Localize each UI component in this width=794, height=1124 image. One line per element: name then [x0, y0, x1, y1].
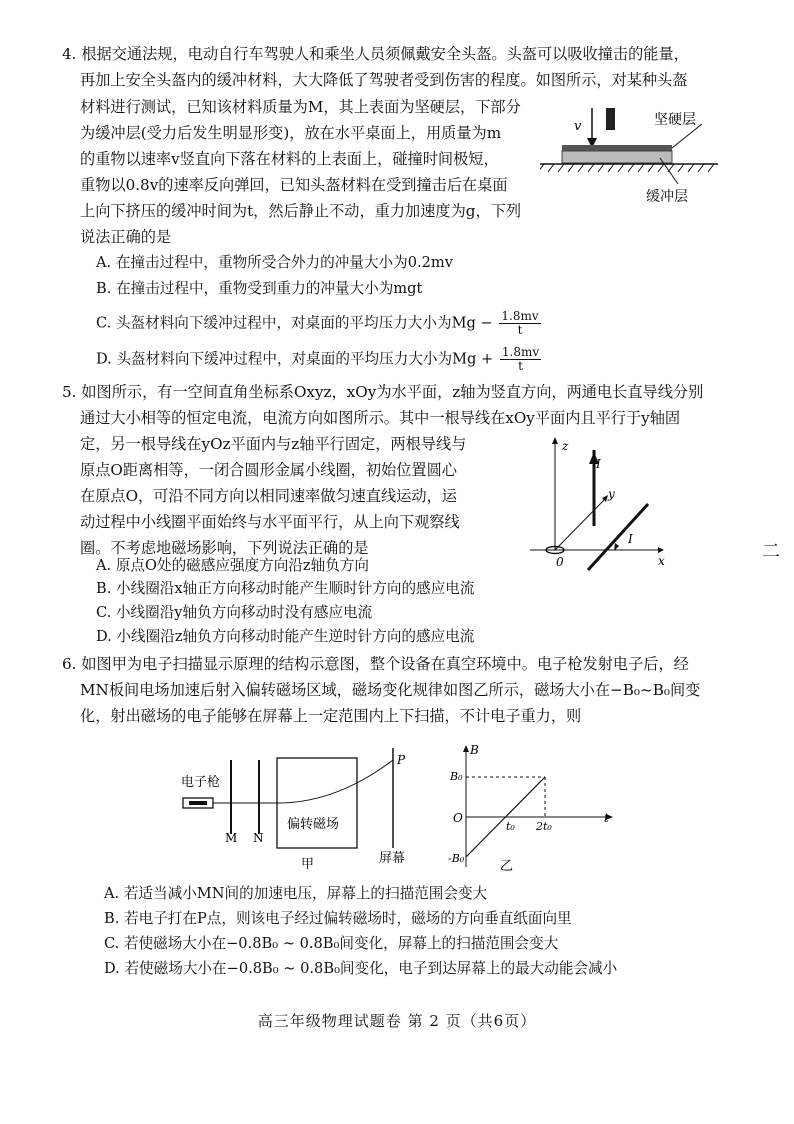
q5-line-5: 在原点O，可沿不同方向以相同速率做匀速直线运动，运	[80, 487, 457, 505]
horizontal-wire	[588, 504, 648, 570]
z-label: z	[562, 439, 569, 453]
t0-label: t₀	[506, 820, 515, 833]
q5-option-c[interactable]: C. 小线圈沿y轴负方向移动时没有感应电流	[96, 604, 373, 621]
neg-b0-label: -B₀	[448, 852, 465, 865]
origin-label: 0	[556, 555, 564, 569]
q5-line-7: 圈。不考虑地磁场影响，下列说法正确的是	[80, 539, 369, 557]
q5-line-4: 原点O距离相等，一闭合圆形金属小线圈，初始位置圆心	[80, 461, 457, 479]
q6-line-3: 化，射出磁场的电子能够在屏幕上一定范围内上下扫描，不计电子重力，则	[80, 707, 582, 725]
q5-option-a[interactable]: A. 原点O处的磁感应强度方向沿z轴负方向	[96, 557, 369, 574]
q4-line-6: 重物以0.8v的速率反向弹回，已知头盔材料在受到撞击后在桌面	[80, 176, 508, 194]
b0-label: B₀	[450, 770, 463, 783]
helmet-material-figure	[540, 100, 770, 205]
q4-option-c[interactable]	[96, 310, 541, 337]
2t0-label: 2t₀	[536, 820, 552, 833]
electron-path	[275, 760, 393, 803]
q4-option-a[interactable]: A. 在撞击过程中，重物所受合外力的冲量大小为0.2mv	[96, 254, 453, 271]
fraction-numerator: 1.8mv	[501, 345, 540, 359]
q4-line-1: 4. 根据交通法规，电动自行车驾驶人和乘坐人员须佩戴安全头盔。头盔可以吸收撞击的能量，	[62, 45, 689, 63]
q4-option-d-text: D. 头盔材料向下缓冲过程中，对桌面的平均压力大小为Mg +	[96, 350, 494, 368]
falling-weight	[606, 108, 615, 130]
t-axis-label: t	[604, 811, 609, 825]
q4-option-c-text: C. 头盔材料向下缓冲过程中，对桌面的平均压力大小为Mg −	[96, 314, 493, 332]
screen-label: 屏幕	[379, 851, 406, 866]
q6-line-2: MN板间电场加速后射入偏转磁场区域，磁场变化规律如图乙所示，磁场大小在−B₀~B₀间变	[80, 681, 701, 699]
hard-layer-rect	[562, 145, 672, 151]
q4-option-b[interactable]: B. 在撞击过程中，重物受到重力的冲量大小为mgt	[96, 280, 423, 297]
x-label: x	[658, 554, 665, 568]
q4-option-d[interactable]	[96, 346, 541, 373]
q4-option-c-fraction	[499, 310, 540, 337]
q5-line-3: 定，另一根导线在yOz平面内与z轴平行固定，两根导线与	[80, 435, 467, 453]
q4-line-4: 为缓冲层(受力后发生明显形变)，放在水平桌面上，用质量为m	[80, 124, 502, 142]
y-label: y	[608, 487, 615, 501]
margin-mark: 二	[762, 541, 780, 562]
q6-option-b[interactable]: B. 若电子打在P点，则该电子经过偏转磁场时，磁场的方向垂直纸面向里	[104, 910, 572, 927]
page-footer: 高三年级物理试题卷 第 2 页（共6页）	[257, 1012, 537, 1030]
plate-n-label: N	[253, 831, 264, 845]
caption-jia: 甲	[301, 857, 315, 872]
q4-option-d-fraction	[500, 346, 541, 373]
q5-option-b[interactable]: B. 小线圈沿x轴正方向移动时能产生顺时针方向的感应电流	[96, 580, 475, 597]
electron-gun-figure-jia	[175, 738, 425, 873]
q4-line-8: 说法正确的是	[80, 228, 172, 246]
caption-yi: 乙	[500, 859, 514, 872]
velocity-label: v	[574, 119, 582, 134]
point-p-label: P	[397, 753, 406, 767]
fraction-denominator: t	[518, 359, 523, 373]
q6-option-a[interactable]: A. 若适当减小MN间的加速电压，屏幕上的扫描范围会变大	[104, 885, 488, 902]
current-label-1: I	[596, 457, 601, 471]
q5-line-2: 通过大小相等的恒定电流，电流方向如图所示。其中一根导线在xOy平面内且平行于y轴固	[80, 409, 681, 427]
fraction-numerator: 1.8mv	[501, 309, 539, 323]
gun-label: 电子枪	[181, 775, 221, 790]
q6-option-c[interactable]: C. 若使磁场大小在−0.8B₀ ~ 0.8B₀间变化，屏幕上的扫描范围会变大	[104, 935, 559, 952]
q4-line-2: 再加上安全头盔内的缓冲材料，大大降低了驾驶者受到伤害的程度。如图所示，对某种头盔	[80, 71, 688, 89]
q6-option-d[interactable]: D. 若使磁场大小在−0.8B₀ ~ 0.8B₀间变化，电子到达屏幕上的最大动能会减小	[104, 960, 618, 977]
field-label: 偏转磁场	[287, 817, 340, 832]
origin-label: O	[453, 811, 463, 825]
q4-line-7: 上向下挤压的缓冲时间为t，然后静止不动，重力加速度为g，下列	[80, 202, 522, 220]
buffer-layer-label: 缓冲层	[646, 189, 688, 205]
buffer-layer-rect	[562, 151, 672, 163]
q5-line-6: 动过程中小线圈平面始终与水平面平行，从上向下观察线	[80, 513, 460, 531]
plate-m-label: M	[225, 831, 238, 845]
q5-line-1: 5. 如图所示，有一空间直角坐标系Oxyz，xOy为水平面，z轴为竖直方向，两通电长直导线分别	[62, 383, 704, 401]
q4-line-3: 材料进行测试，已知该材料质量为M，其上表面为坚硬层，下部分	[80, 98, 521, 116]
coordinate-wires-figure	[530, 430, 680, 580]
b-t-graph-yi	[448, 742, 618, 872]
q4-line-5: 的重物以速率v竖直向下落在材料的上表面上，碰撞时间极短，	[80, 150, 499, 168]
hard-layer-label: 坚硬层	[654, 112, 696, 128]
b-axis-label: B	[470, 743, 479, 757]
fraction-denominator: t	[517, 323, 523, 337]
q5-option-d[interactable]: D. 小线圈沿z轴负方向移动时能产生逆时针方向的感应电流	[96, 628, 475, 645]
q6-line-1: 6. 如图甲为电子扫描显示原理的结构示意图，整个设备在真空环境中。电子枪发射电子后，经	[62, 655, 689, 673]
current-label-2: I	[628, 532, 633, 546]
